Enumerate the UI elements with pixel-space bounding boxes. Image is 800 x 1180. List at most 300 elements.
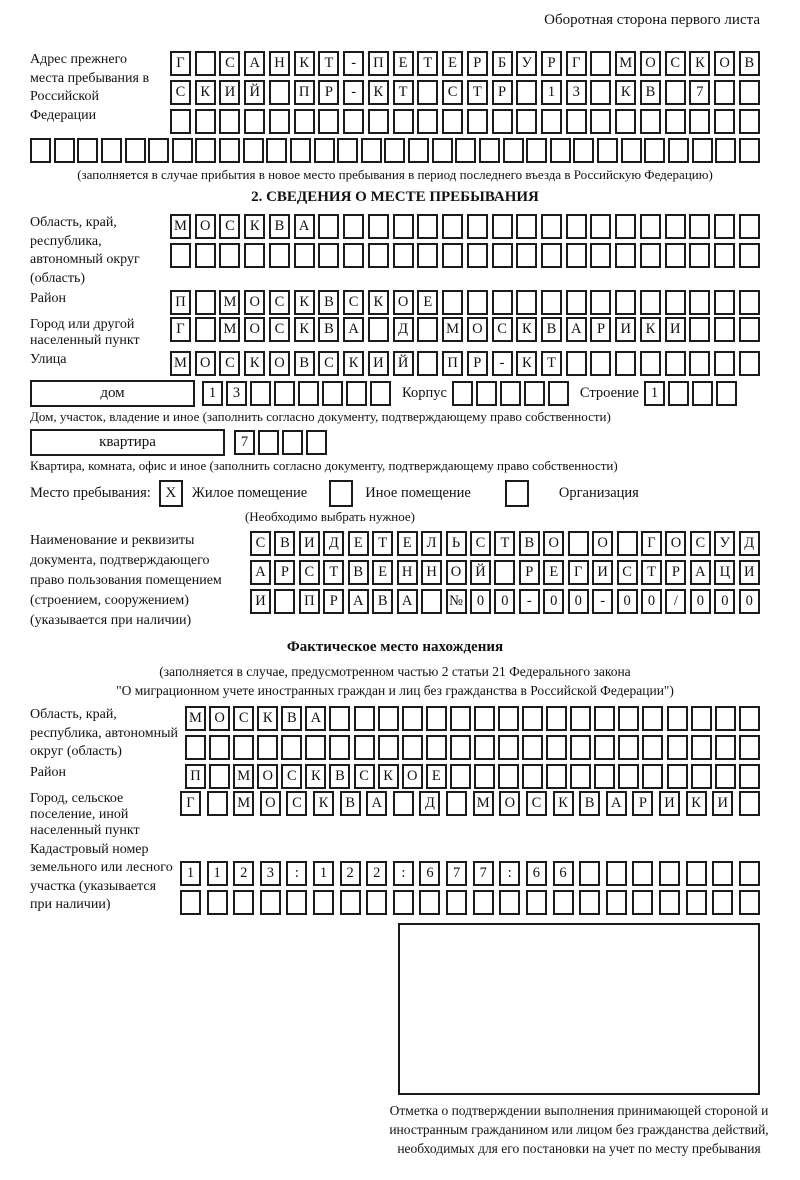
char-box[interactable] xyxy=(541,243,562,268)
char-box[interactable]: С xyxy=(690,531,711,556)
char-box[interactable] xyxy=(269,109,290,134)
char-box[interactable] xyxy=(266,138,287,163)
char-box[interactable] xyxy=(739,791,760,816)
char-box[interactable] xyxy=(546,764,567,789)
char-box[interactable] xyxy=(546,706,567,731)
char-box[interactable] xyxy=(354,706,375,731)
char-box[interactable]: Т xyxy=(541,351,562,376)
char-box[interactable] xyxy=(467,109,488,134)
char-box[interactable]: К xyxy=(378,764,399,789)
char-box[interactable]: Р xyxy=(274,560,295,585)
char-box[interactable] xyxy=(274,589,295,614)
char-box[interactable] xyxy=(615,351,636,376)
char-box[interactable] xyxy=(474,764,495,789)
char-box[interactable]: К xyxy=(368,80,389,105)
char-box[interactable]: В xyxy=(579,791,600,816)
char-box[interactable] xyxy=(442,214,463,239)
char-box[interactable] xyxy=(343,109,364,134)
char-box[interactable] xyxy=(739,735,760,760)
char-box[interactable] xyxy=(553,890,574,915)
char-box[interactable] xyxy=(642,735,663,760)
char-box[interactable]: А xyxy=(305,706,326,731)
char-box[interactable] xyxy=(590,290,611,315)
char-box[interactable]: К xyxy=(640,317,661,342)
char-box[interactable]: М xyxy=(185,706,206,731)
char-box[interactable]: И xyxy=(615,317,636,342)
char-box[interactable] xyxy=(393,109,414,134)
char-box[interactable]: 6 xyxy=(553,861,574,886)
char-box[interactable] xyxy=(739,243,760,268)
char-box[interactable] xyxy=(30,138,51,163)
char-box[interactable] xyxy=(739,80,760,105)
char-box[interactable] xyxy=(370,381,391,406)
char-box[interactable]: С xyxy=(665,51,686,76)
char-box[interactable]: Т xyxy=(467,80,488,105)
char-box[interactable]: П xyxy=(299,589,320,614)
char-box[interactable] xyxy=(446,791,467,816)
char-box[interactable]: И xyxy=(665,317,686,342)
char-box[interactable]: Р xyxy=(492,80,513,105)
char-box[interactable] xyxy=(739,138,760,163)
char-box[interactable] xyxy=(180,890,201,915)
char-box[interactable] xyxy=(665,351,686,376)
char-box[interactable] xyxy=(494,560,515,585)
char-box[interactable] xyxy=(632,861,653,886)
char-box[interactable] xyxy=(714,351,735,376)
char-box[interactable] xyxy=(550,138,571,163)
char-box[interactable] xyxy=(77,138,98,163)
char-box[interactable] xyxy=(522,706,543,731)
char-box[interactable] xyxy=(594,764,615,789)
char-box[interactable]: Ц xyxy=(714,560,735,585)
char-box[interactable] xyxy=(498,735,519,760)
char-box[interactable]: А xyxy=(348,589,369,614)
char-box[interactable]: К xyxy=(244,214,265,239)
char-box[interactable] xyxy=(209,735,230,760)
char-box[interactable]: 1 xyxy=(207,861,228,886)
char-box[interactable]: С xyxy=(617,560,638,585)
char-box[interactable] xyxy=(590,80,611,105)
char-box[interactable] xyxy=(442,243,463,268)
char-box[interactable] xyxy=(421,589,442,614)
char-box[interactable] xyxy=(739,317,760,342)
char-box[interactable] xyxy=(233,735,254,760)
char-box[interactable] xyxy=(691,706,712,731)
char-box[interactable] xyxy=(739,861,760,886)
char-box[interactable]: Р xyxy=(467,351,488,376)
char-box[interactable]: - xyxy=(519,589,540,614)
char-box[interactable] xyxy=(714,317,735,342)
char-box[interactable]: М xyxy=(170,214,191,239)
char-box[interactable] xyxy=(318,243,339,268)
char-box[interactable] xyxy=(615,214,636,239)
char-box[interactable] xyxy=(329,706,350,731)
char-box[interactable] xyxy=(306,430,327,455)
char-box[interactable]: 3 xyxy=(260,861,281,886)
char-box[interactable]: В xyxy=(318,317,339,342)
char-box[interactable] xyxy=(659,890,680,915)
char-box[interactable] xyxy=(195,290,216,315)
char-box[interactable] xyxy=(101,138,122,163)
char-box[interactable]: К xyxy=(368,290,389,315)
char-box[interactable]: Т xyxy=(417,51,438,76)
char-box[interactable] xyxy=(402,706,423,731)
char-box[interactable] xyxy=(354,735,375,760)
char-box[interactable]: И xyxy=(659,791,680,816)
char-box[interactable] xyxy=(546,735,567,760)
char-box[interactable]: В xyxy=(318,290,339,315)
char-box[interactable]: О xyxy=(209,706,230,731)
char-box[interactable]: С xyxy=(250,531,271,556)
char-box[interactable]: М xyxy=(233,791,254,816)
char-box[interactable] xyxy=(492,290,513,315)
char-box[interactable] xyxy=(566,243,587,268)
char-box[interactable]: К xyxy=(313,791,334,816)
char-box[interactable]: 3 xyxy=(566,80,587,105)
char-box[interactable] xyxy=(541,290,562,315)
char-box[interactable] xyxy=(281,735,302,760)
char-box[interactable] xyxy=(393,791,414,816)
char-box[interactable]: П xyxy=(368,51,389,76)
char-box[interactable] xyxy=(516,243,537,268)
char-box[interactable]: Т xyxy=(494,531,515,556)
char-box[interactable] xyxy=(442,109,463,134)
char-box[interactable] xyxy=(524,381,545,406)
char-box[interactable] xyxy=(640,290,661,315)
char-box[interactable]: Н xyxy=(421,560,442,585)
char-box[interactable] xyxy=(566,351,587,376)
char-box[interactable] xyxy=(329,735,350,760)
char-box[interactable] xyxy=(665,290,686,315)
char-box[interactable]: В xyxy=(340,791,361,816)
char-box[interactable] xyxy=(450,706,471,731)
char-box[interactable] xyxy=(714,290,735,315)
char-box[interactable] xyxy=(618,764,639,789)
char-box[interactable] xyxy=(368,317,389,342)
char-box[interactable] xyxy=(148,138,169,163)
char-box[interactable]: 2 xyxy=(233,861,254,886)
char-box[interactable] xyxy=(712,890,733,915)
char-box[interactable]: - xyxy=(492,351,513,376)
char-box[interactable] xyxy=(590,51,611,76)
char-box[interactable] xyxy=(269,243,290,268)
char-box[interactable] xyxy=(274,381,295,406)
char-box[interactable] xyxy=(209,764,230,789)
char-box[interactable]: К xyxy=(553,791,574,816)
char-box[interactable] xyxy=(516,214,537,239)
char-box[interactable] xyxy=(665,80,686,105)
char-box[interactable]: / xyxy=(665,589,686,614)
char-box[interactable] xyxy=(615,243,636,268)
char-box[interactable]: П xyxy=(294,80,315,105)
char-box[interactable]: И xyxy=(368,351,389,376)
char-box[interactable]: - xyxy=(343,80,364,105)
char-box[interactable] xyxy=(366,890,387,915)
char-box[interactable]: О xyxy=(195,214,216,239)
char-box[interactable] xyxy=(716,381,737,406)
char-box[interactable] xyxy=(568,531,589,556)
char-box[interactable] xyxy=(419,890,440,915)
char-box[interactable] xyxy=(594,735,615,760)
char-box[interactable] xyxy=(426,706,447,731)
char-box[interactable]: С xyxy=(269,317,290,342)
char-box[interactable]: О xyxy=(393,290,414,315)
char-box[interactable] xyxy=(739,290,760,315)
char-box[interactable] xyxy=(195,317,216,342)
char-box[interactable]: 6 xyxy=(526,861,547,886)
char-box[interactable]: : xyxy=(499,861,520,886)
char-box[interactable] xyxy=(632,890,653,915)
char-box[interactable] xyxy=(516,80,537,105)
char-box[interactable] xyxy=(378,735,399,760)
char-box[interactable] xyxy=(417,351,438,376)
char-box[interactable] xyxy=(170,243,191,268)
char-box[interactable]: Н xyxy=(397,560,418,585)
char-box[interactable] xyxy=(318,214,339,239)
char-box[interactable] xyxy=(361,138,382,163)
char-box[interactable] xyxy=(714,80,735,105)
char-box[interactable] xyxy=(692,381,713,406)
char-box[interactable]: Г xyxy=(641,531,662,556)
org-checkbox[interactable] xyxy=(505,480,529,507)
char-box[interactable] xyxy=(689,109,710,134)
char-box[interactable]: Г xyxy=(568,560,589,585)
char-box[interactable] xyxy=(219,138,240,163)
char-box[interactable] xyxy=(739,214,760,239)
char-box[interactable] xyxy=(640,109,661,134)
char-box[interactable] xyxy=(426,735,447,760)
char-box[interactable] xyxy=(408,138,429,163)
char-box[interactable] xyxy=(54,138,75,163)
char-box[interactable]: А xyxy=(397,589,418,614)
char-box[interactable]: Л xyxy=(421,531,442,556)
char-box[interactable]: М xyxy=(233,764,254,789)
char-box[interactable]: 1 xyxy=(202,381,223,406)
char-box[interactable] xyxy=(343,214,364,239)
char-box[interactable]: 2 xyxy=(366,861,387,886)
char-box[interactable] xyxy=(402,735,423,760)
char-box[interactable] xyxy=(498,706,519,731)
char-box[interactable] xyxy=(689,351,710,376)
char-box[interactable]: К xyxy=(343,351,364,376)
char-box[interactable]: Т xyxy=(323,560,344,585)
char-box[interactable] xyxy=(207,890,228,915)
char-box[interactable] xyxy=(207,791,228,816)
char-box[interactable]: У xyxy=(516,51,537,76)
char-box[interactable] xyxy=(644,138,665,163)
char-box[interactable]: 1 xyxy=(644,381,665,406)
char-box[interactable]: 0 xyxy=(641,589,662,614)
char-box[interactable] xyxy=(195,138,216,163)
char-box[interactable] xyxy=(739,109,760,134)
char-box[interactable] xyxy=(640,243,661,268)
char-box[interactable] xyxy=(417,109,438,134)
char-box[interactable]: Д xyxy=(323,531,344,556)
char-box[interactable]: Й xyxy=(244,80,265,105)
char-box[interactable]: С xyxy=(170,80,191,105)
char-box[interactable] xyxy=(479,138,500,163)
char-box[interactable]: Д xyxy=(739,531,760,556)
char-box[interactable]: 7 xyxy=(446,861,467,886)
char-box[interactable] xyxy=(573,138,594,163)
char-box[interactable]: О xyxy=(640,51,661,76)
char-box[interactable] xyxy=(665,214,686,239)
char-box[interactable]: М xyxy=(473,791,494,816)
char-box[interactable]: О xyxy=(499,791,520,816)
char-box[interactable] xyxy=(659,861,680,886)
char-box[interactable]: Т xyxy=(641,560,662,585)
char-box[interactable]: 1 xyxy=(541,80,562,105)
char-box[interactable] xyxy=(294,109,315,134)
char-box[interactable] xyxy=(594,706,615,731)
char-box[interactable] xyxy=(667,735,688,760)
char-box[interactable] xyxy=(318,109,339,134)
char-box[interactable]: С xyxy=(219,351,240,376)
char-box[interactable]: С xyxy=(269,290,290,315)
char-box[interactable] xyxy=(492,214,513,239)
char-box[interactable] xyxy=(714,109,735,134)
char-box[interactable]: Е xyxy=(397,531,418,556)
char-box[interactable] xyxy=(715,706,736,731)
char-box[interactable]: И xyxy=(299,531,320,556)
char-box[interactable] xyxy=(526,138,547,163)
char-box[interactable] xyxy=(343,243,364,268)
char-box[interactable]: Р xyxy=(519,560,540,585)
char-box[interactable] xyxy=(384,138,405,163)
char-box[interactable] xyxy=(689,214,710,239)
char-box[interactable]: Е xyxy=(393,51,414,76)
char-box[interactable] xyxy=(455,138,476,163)
char-box[interactable]: С xyxy=(470,531,491,556)
char-box[interactable] xyxy=(667,706,688,731)
char-box[interactable]: Е xyxy=(442,51,463,76)
char-box[interactable] xyxy=(617,531,638,556)
char-box[interactable]: 0 xyxy=(568,589,589,614)
char-box[interactable]: 6 xyxy=(419,861,440,886)
char-box[interactable]: 7 xyxy=(689,80,710,105)
char-box[interactable] xyxy=(250,381,271,406)
char-box[interactable] xyxy=(621,138,642,163)
char-box[interactable] xyxy=(417,80,438,105)
char-box[interactable] xyxy=(170,109,191,134)
char-box[interactable] xyxy=(665,243,686,268)
char-box[interactable] xyxy=(640,214,661,239)
char-box[interactable] xyxy=(346,381,367,406)
char-box[interactable] xyxy=(269,80,290,105)
char-box[interactable]: К xyxy=(294,317,315,342)
char-box[interactable] xyxy=(500,381,521,406)
char-box[interactable]: 0 xyxy=(739,589,760,614)
char-box[interactable] xyxy=(368,214,389,239)
char-box[interactable] xyxy=(715,735,736,760)
char-box[interactable]: А xyxy=(343,317,364,342)
char-box[interactable]: Т xyxy=(318,51,339,76)
char-box[interactable] xyxy=(340,890,361,915)
char-box[interactable]: Г xyxy=(170,51,191,76)
char-box[interactable]: И xyxy=(592,560,613,585)
char-box[interactable] xyxy=(570,706,591,731)
char-box[interactable]: С xyxy=(442,80,463,105)
char-box[interactable]: В xyxy=(294,351,315,376)
char-box[interactable] xyxy=(692,138,713,163)
char-box[interactable] xyxy=(467,214,488,239)
char-box[interactable] xyxy=(739,764,760,789)
char-box[interactable] xyxy=(195,109,216,134)
char-box[interactable]: Е xyxy=(543,560,564,585)
char-box[interactable] xyxy=(579,890,600,915)
char-box[interactable]: В xyxy=(274,531,295,556)
char-box[interactable] xyxy=(298,381,319,406)
char-box[interactable]: П xyxy=(170,290,191,315)
char-box[interactable]: М xyxy=(170,351,191,376)
char-box[interactable]: С xyxy=(286,791,307,816)
char-box[interactable] xyxy=(686,890,707,915)
char-box[interactable] xyxy=(516,109,537,134)
char-box[interactable]: Р xyxy=(323,589,344,614)
char-box[interactable] xyxy=(642,706,663,731)
char-box[interactable] xyxy=(590,214,611,239)
char-box[interactable] xyxy=(492,109,513,134)
char-box[interactable] xyxy=(450,735,471,760)
char-box[interactable] xyxy=(615,290,636,315)
char-box[interactable] xyxy=(566,214,587,239)
char-box[interactable] xyxy=(606,890,627,915)
char-box[interactable] xyxy=(606,861,627,886)
char-box[interactable] xyxy=(219,243,240,268)
char-box[interactable]: В xyxy=(329,764,350,789)
char-box[interactable]: О xyxy=(257,764,278,789)
char-box[interactable]: С xyxy=(492,317,513,342)
char-box[interactable]: О xyxy=(467,317,488,342)
char-box[interactable]: О xyxy=(446,560,467,585)
char-box[interactable]: : xyxy=(393,861,414,886)
char-box[interactable]: Б xyxy=(492,51,513,76)
char-box[interactable]: К xyxy=(195,80,216,105)
char-box[interactable] xyxy=(503,138,524,163)
char-box[interactable] xyxy=(566,290,587,315)
char-box[interactable]: К xyxy=(686,791,707,816)
char-box[interactable]: 7 xyxy=(473,861,494,886)
char-box[interactable]: К xyxy=(257,706,278,731)
char-box[interactable] xyxy=(446,890,467,915)
char-box[interactable]: О xyxy=(665,531,686,556)
char-box[interactable] xyxy=(541,109,562,134)
char-box[interactable]: И xyxy=(250,589,271,614)
char-box[interactable]: Е xyxy=(417,290,438,315)
char-box[interactable]: О xyxy=(592,531,613,556)
char-box[interactable]: Г xyxy=(180,791,201,816)
char-box[interactable] xyxy=(282,430,303,455)
char-box[interactable]: 3 xyxy=(226,381,247,406)
char-box[interactable]: - xyxy=(343,51,364,76)
char-box[interactable]: 0 xyxy=(690,589,711,614)
char-box[interactable] xyxy=(185,735,206,760)
char-box[interactable]: № xyxy=(446,589,467,614)
char-box[interactable] xyxy=(548,381,569,406)
char-box[interactable]: С xyxy=(219,51,240,76)
char-box[interactable] xyxy=(233,890,254,915)
char-box[interactable] xyxy=(260,890,281,915)
char-box[interactable]: Г xyxy=(566,51,587,76)
char-box[interactable] xyxy=(432,138,453,163)
char-box[interactable]: У xyxy=(714,531,735,556)
char-box[interactable] xyxy=(473,890,494,915)
char-box[interactable] xyxy=(668,138,689,163)
char-box[interactable] xyxy=(467,243,488,268)
char-box[interactable] xyxy=(337,138,358,163)
char-box[interactable]: О xyxy=(195,351,216,376)
char-box[interactable]: Р xyxy=(632,791,653,816)
